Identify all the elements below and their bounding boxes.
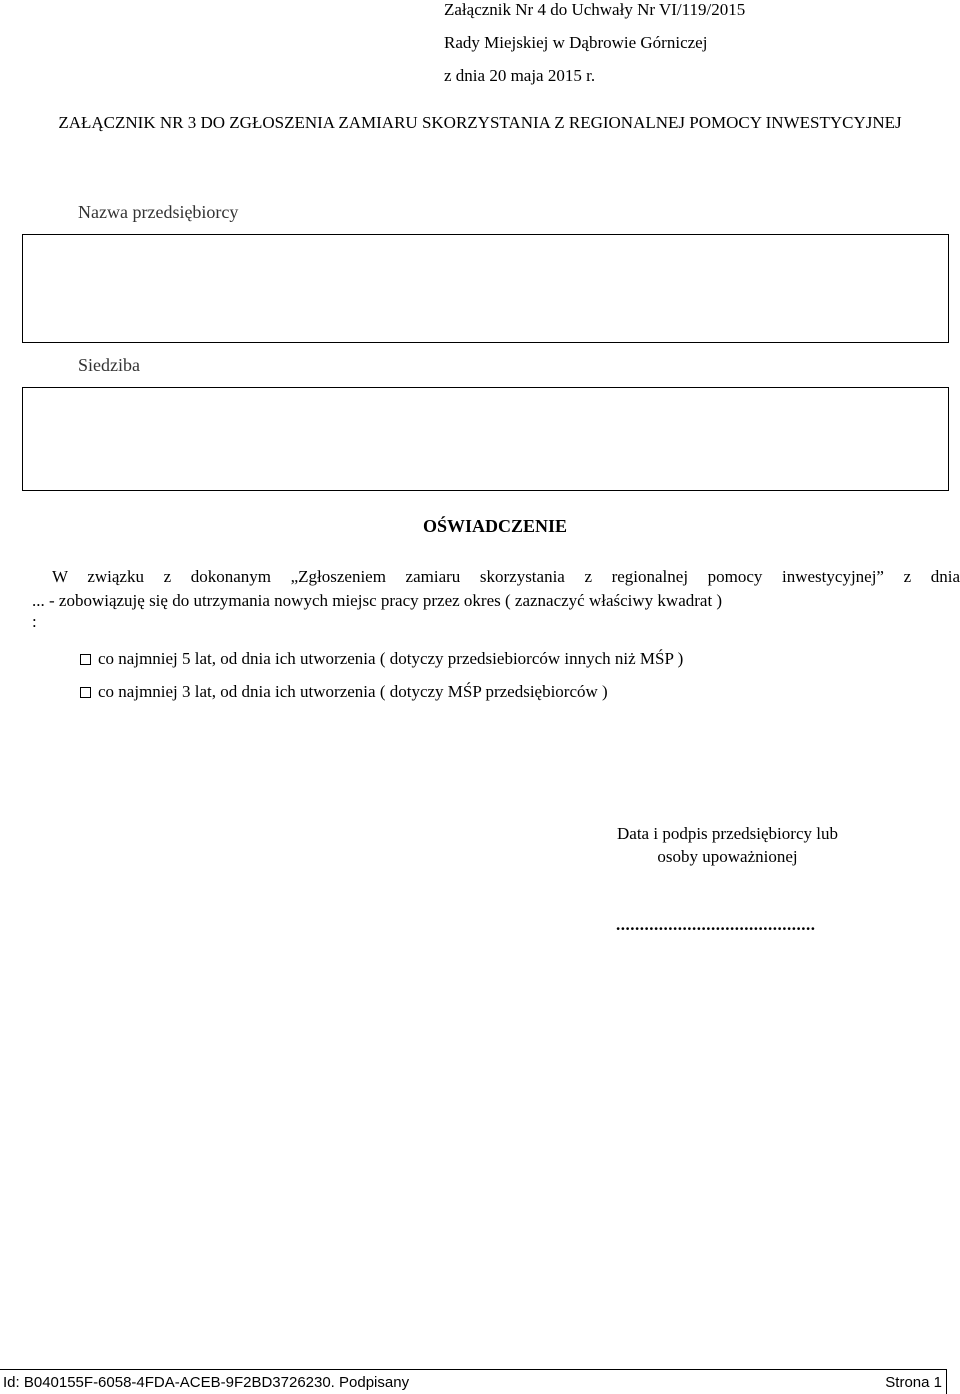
company-name-field[interactable] <box>22 234 949 343</box>
document-title: ZAŁĄCZNIK NR 3 DO ZGŁOSZENIA ZAMIARU SKORZYSTANIA Z REGIONALNEJ POMOCY INWESTYCYJNEJ <box>58 113 902 132</box>
option-five-years[interactable] <box>80 649 683 669</box>
option-three-years[interactable] <box>80 682 608 702</box>
page-footer <box>0 1369 947 1394</box>
option-five-years-label: co najmniej 5 lat, od dnia ich utworzenia ( dotyczy przedsiebiorców innych niż MŚP ) <box>98 649 684 668</box>
header-attachment-line: Załącznik Nr 4 do Uchwały Nr VI/119/2015 <box>444 0 746 19</box>
header-date-line: z dnia 20 maja 2015 r. <box>444 66 596 85</box>
signature-dots-sign: ....................... <box>706 915 816 934</box>
declaration-heading: OŚWIADCZENIE <box>422 516 568 536</box>
declaration-line-3: : <box>32 612 37 631</box>
declaration-line-2: ... - zobowiązuję się do utrzymania nowych miejsc pracy przez okres ( zaznaczyć właściwy kwadrat ) <box>32 591 723 610</box>
declaration-line-1: W związku z dokonanym „Zgłoszeniem zamiaru skorzystania z regionalnej pomocy inwestycyjnej” z dnia <box>52 567 960 586</box>
signature-dots <box>616 915 816 935</box>
header-council-line: Rady Miejskiej w Dąbrowie Górniczej <box>444 33 708 52</box>
seat-field[interactable] <box>22 387 949 491</box>
option-three-years-checkbox[interactable] <box>80 687 91 698</box>
option-five-years-checkbox[interactable] <box>80 654 91 665</box>
signature-dots-date: ................... <box>616 915 707 934</box>
company-name-label: Nazwa przedsiębiorcy <box>78 202 239 222</box>
option-three-years-label: co najmniej 3 lat, od dnia ich utworzenia ( dotyczy MŚP przedsiębiorców ) <box>98 682 608 701</box>
seat-label: Siedziba <box>78 355 140 375</box>
document-id: Id: B040155F-6058-4FDA-ACEB-9F2BD3726230. Podpisany <box>3 1374 410 1391</box>
signature-label: Data i podpis przedsiębiorcy lub osoby upoważnionej <box>617 824 838 866</box>
page-number: Strona 1 <box>885 1374 942 1391</box>
